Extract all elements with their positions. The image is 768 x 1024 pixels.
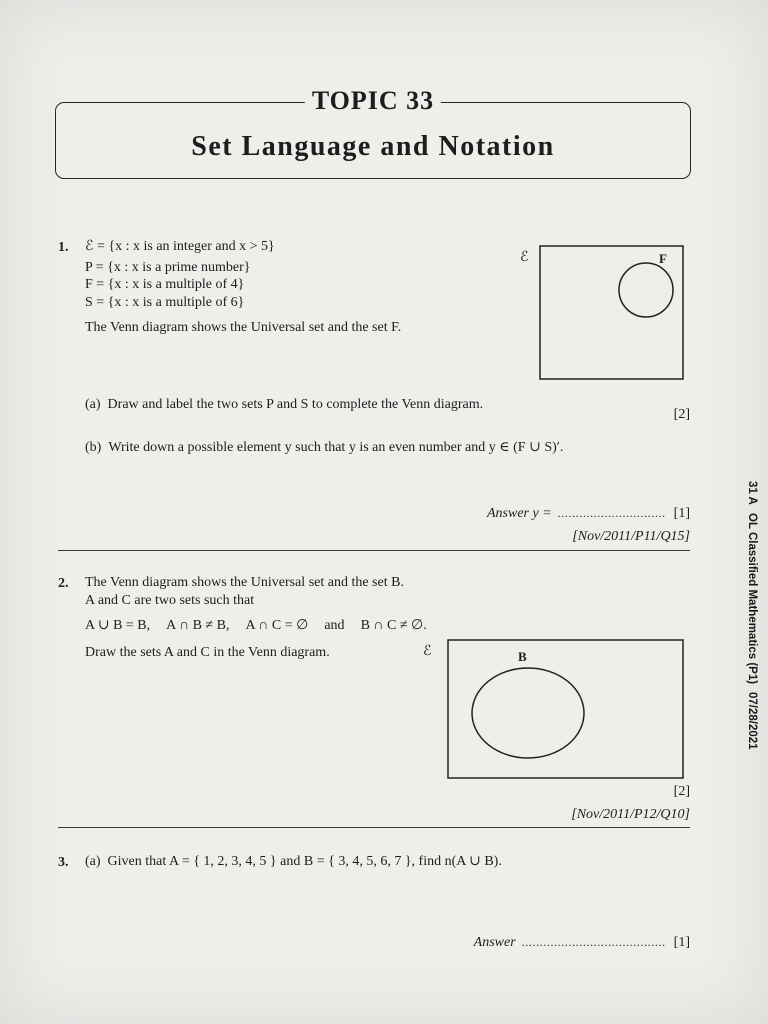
answer-variable: y = bbox=[532, 506, 552, 521]
venn-diagram-2 bbox=[418, 634, 690, 784]
venn-diagram-1 bbox=[515, 240, 690, 385]
set-f-label: F bbox=[659, 251, 667, 266]
divider-2 bbox=[58, 827, 690, 828]
question-2-instruction: Draw the sets A and C in the Venn diagram. bbox=[85, 645, 330, 660]
set-b-ellipse bbox=[472, 668, 584, 758]
universal-set-symbol: ℰ bbox=[520, 250, 529, 265]
answer-marks: [1] bbox=[673, 935, 690, 950]
question-1b bbox=[85, 439, 563, 456]
side-label-title: OL Classified Mathematics (P1) bbox=[746, 512, 758, 684]
answer-label: Answer bbox=[487, 506, 529, 521]
part-a-label: (a) bbox=[85, 397, 101, 412]
question-2-marks: [2] bbox=[673, 784, 690, 799]
answer-label: Answer bbox=[473, 935, 516, 950]
universal-set-symbol: ℰ bbox=[423, 644, 432, 659]
topic-number: TOPIC 33 bbox=[305, 86, 441, 116]
condition-1: A ∪ B = B, bbox=[85, 618, 151, 633]
topic-header-box bbox=[55, 86, 691, 179]
part-a-text: Given that A = { 1, 2, 3, 4, 5 } and B = { 3, 4, 5, 6, 7 }, find n(A ∪ B). bbox=[107, 854, 502, 869]
question-2-conditions bbox=[85, 617, 443, 634]
set-s-definition: S = {x : x is a multiple of 6} bbox=[85, 295, 245, 310]
condition-and: and bbox=[324, 618, 345, 633]
part-a-label: (a) bbox=[85, 854, 101, 869]
condition-4: B ∩ C ≠ ∅. bbox=[360, 618, 427, 633]
divider-1 bbox=[58, 550, 690, 551]
answer-marks: [1] bbox=[673, 506, 690, 521]
set-p-definition: P = {x : x is a prime number} bbox=[85, 260, 251, 275]
question-2-intro: The Venn diagram shows the Universal set and the set B. bbox=[85, 575, 404, 590]
set-f-circle bbox=[619, 263, 673, 317]
question-3-number: 3. bbox=[58, 855, 69, 870]
question-1-answer-line bbox=[487, 505, 690, 522]
question-2-source: [Nov/2011/P12/Q10] bbox=[571, 807, 690, 822]
question-3a bbox=[85, 853, 502, 870]
condition-2: A ∩ B ≠ B, bbox=[166, 618, 230, 633]
question-2-sets-line: A and C are two sets such that bbox=[85, 593, 255, 608]
topic-title: Set Language and Notation bbox=[191, 131, 555, 162]
question-3-answer-line bbox=[474, 934, 690, 951]
question-1-number: 1. bbox=[58, 240, 69, 255]
question-1a bbox=[85, 396, 483, 413]
universal-set-rectangle bbox=[448, 640, 683, 778]
question-1a-marks: [2] bbox=[673, 407, 690, 422]
answer-dots: .............................. bbox=[557, 506, 666, 520]
side-label-date: 07/28/2021 bbox=[746, 691, 758, 750]
part-b-text: Write down a possible element y such that y is an even number and y ∈ (F ∪ S)′. bbox=[108, 440, 564, 455]
universal-set-definition: ℰ = {x : x is an integer and x > 5} bbox=[85, 239, 275, 254]
question-1-intro: The Venn diagram shows the Universal set and the set F. bbox=[85, 320, 402, 335]
set-b-label: B bbox=[518, 649, 527, 664]
question-1-source: [Nov/2011/P11/Q15] bbox=[572, 529, 690, 544]
set-f-definition: F = {x : x is a multiple of 4} bbox=[85, 277, 245, 292]
side-label-code: 31 A bbox=[746, 481, 758, 505]
question-2-number: 2. bbox=[58, 576, 69, 591]
part-b-label: (b) bbox=[85, 440, 102, 455]
condition-3: A ∩ C = ∅ bbox=[245, 618, 309, 633]
part-a-text: Draw and label the two sets P and S to complete the Venn diagram. bbox=[107, 397, 484, 412]
answer-dots: ........................................ bbox=[521, 935, 666, 949]
side-footer-label bbox=[744, 481, 760, 758]
